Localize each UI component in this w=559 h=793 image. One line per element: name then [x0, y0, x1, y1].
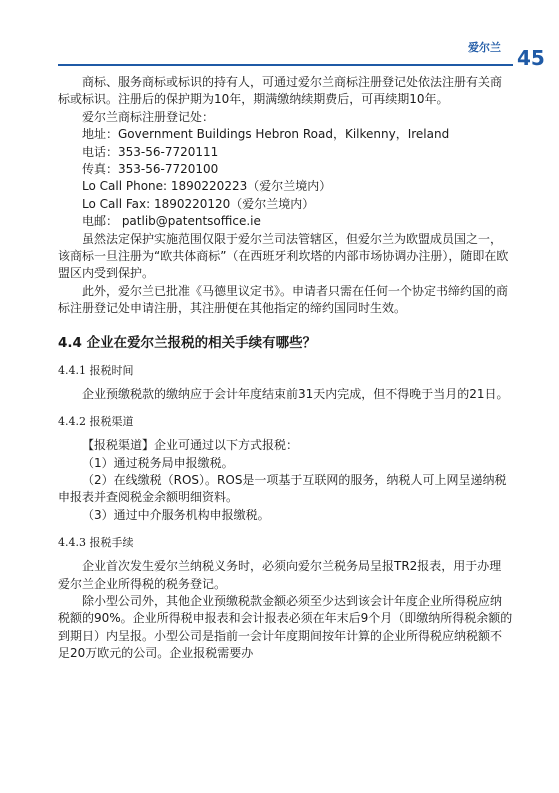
section-4-4-heading: 4.4 企业在爱尔兰报税的相关手续有哪些？: [58, 334, 317, 351]
header-country-name: 爱尔兰: [468, 41, 501, 54]
registry-fax-line: 传真：353-56-7720100: [82, 162, 219, 177]
section-4-4-3-heading: 4.4.3 报税手续: [58, 536, 134, 550]
tax-channel-item-3: （3）通过中介服务机构申报缴税。: [82, 507, 270, 522]
registry-address-line: 地址：Government Buildings Hebron Road，Kilkenny，Ireland: [82, 127, 450, 142]
page-number: 45: [517, 46, 545, 70]
section-4-4-2-heading: 4.4.2 报税渠道: [58, 415, 134, 429]
registry-address-title: 爱尔兰商标注册登记处：: [82, 109, 215, 124]
page-content: [58, 74, 513, 663]
header-divider: [58, 64, 513, 66]
registry-phone-line: 电话：353-56-7720111: [82, 144, 219, 159]
tax-filing-time-paragraph: 企业预缴税款的缴纳应于会计年度结束前31天内完成，但不得晚于当月的21日。: [82, 386, 509, 401]
tax-channel-item-2: （2）在线缴税（ROS）。ROS是一项基于互联网的服务，纳税人可上网呈递纳税申报表并查阅税金余额明细资料。: [58, 472, 507, 505]
madrid-protocol-paragraph: 此外，爱尔兰已批准《马德里议定书》。申请者只需在任何一个协定书缔约国的商标注册登记处申请注册，其注册便在其他指定的缔约国同时生效。: [58, 283, 509, 316]
registry-locall-phone-line: Lo Call Phone: 1890220223（爱尔兰境内）: [82, 179, 332, 194]
registry-locall-fax-line: Lo Call Fax: 1890220120（爱尔兰境内）: [82, 196, 315, 211]
tax-procedure-paragraph-2: 除小型公司外，其他企业预缴税款金额必须至少达到该会计年度企业所得税应纳税额的90%。企业所得税申报表和会计报表必须在年末后9个月（即缴纳所得税余额的到期日）内呈报。小型公司是指前一会计年度期间按年计算的企业所得税应纳税额不足20万欧元的公司。企业报税需要办: [58, 593, 513, 661]
tax-channel-item-1: （1）通过税务局申报缴税。: [82, 455, 234, 470]
section-4-4-1-heading: 4.4.1 报税时间: [58, 363, 134, 377]
tax-procedure-paragraph-1: 企业首次发生爱尔兰纳税义务时，必须向爱尔兰税务局呈报TR2报表，用于办理爱尔兰企业所得税的税务登记。: [58, 559, 502, 591]
tax-channel-intro: 【报税渠道】企业可通过以下方式报税：: [82, 438, 299, 453]
trademark-paragraph: 商标、服务商标或标识的持有人，可通过爱尔兰商标注册登记处依法注册有关商标或标识。注册后的保护期为10年，期满缴纳续期费后，可再续期10年。: [58, 75, 503, 107]
registry-email-line: 电邮： patlib@patentsoffice.ie: [82, 214, 261, 229]
eu-trademark-paragraph: 虽然法定保护实施范围仅限于爱尔兰司法管辖区，但爱尔兰为欧盟成员国之一，该商标一旦注册为“欧共体商标”（在西班牙利坎塔的内部市场协调办注册），随即在欧盟区内受到保护。: [58, 231, 509, 281]
